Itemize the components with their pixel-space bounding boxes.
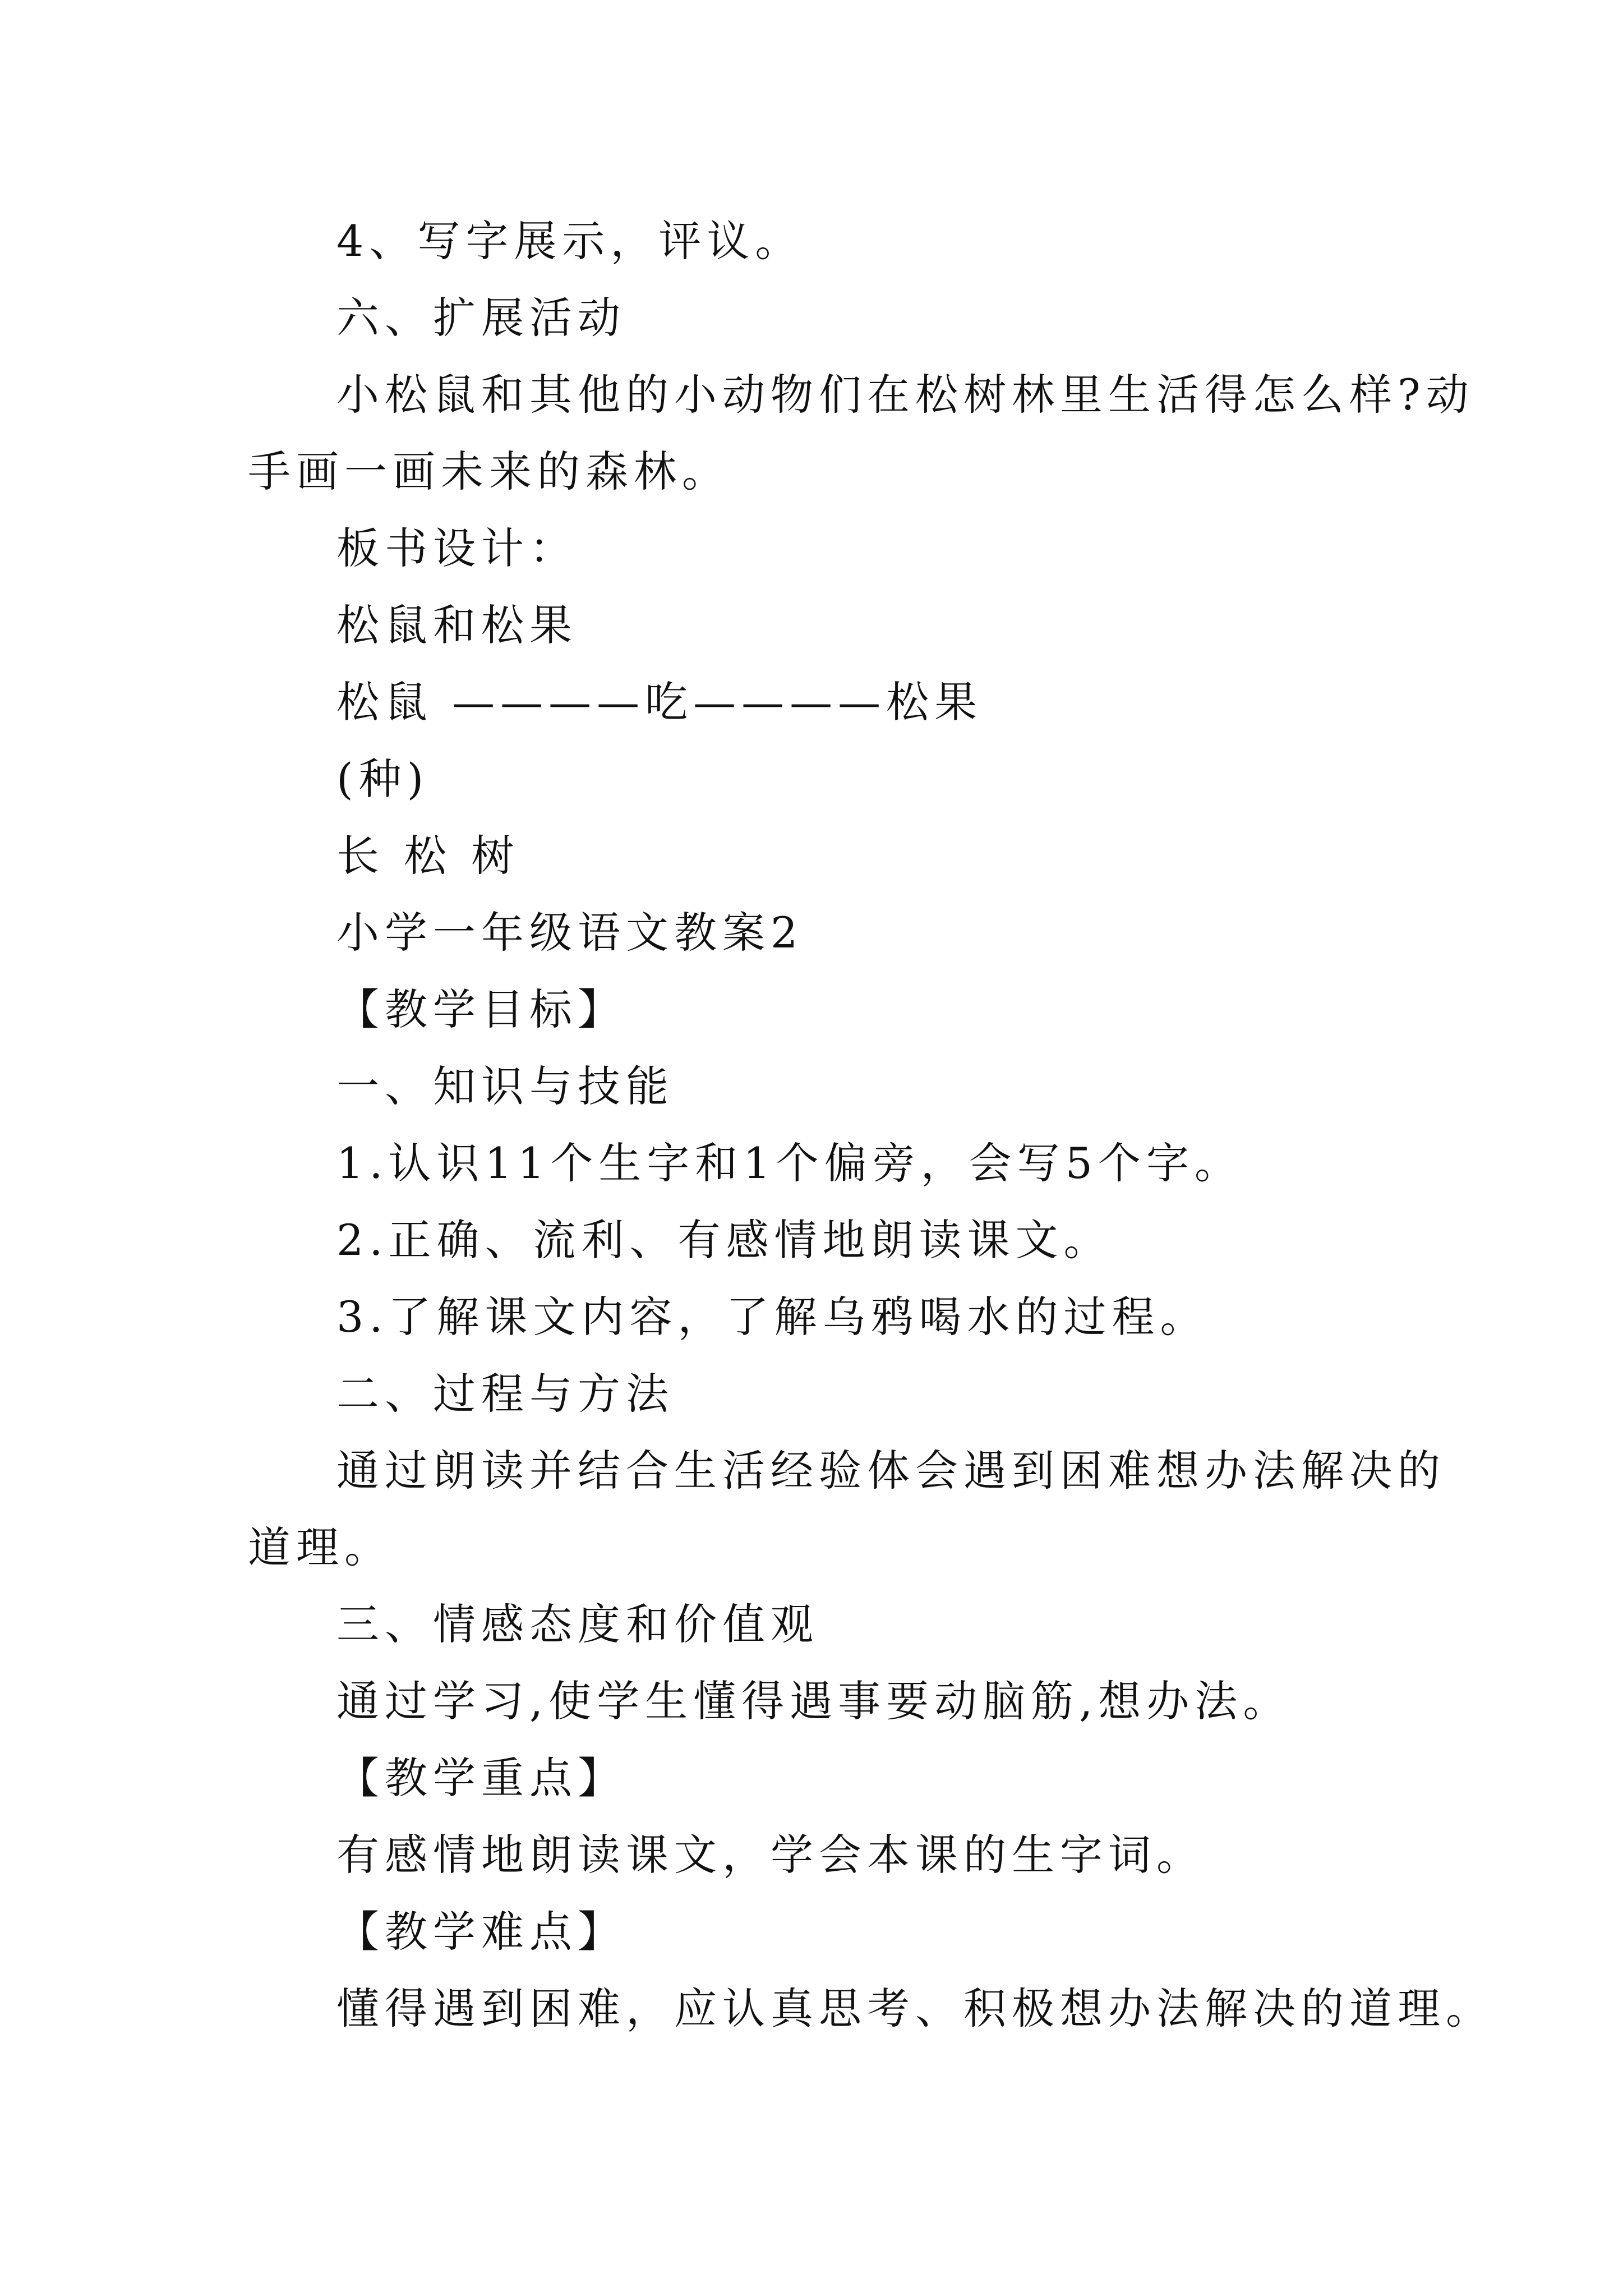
goal-item-3: 3.了解课文内容，了解乌鸦喝水的过程。: [336, 1292, 1209, 1342]
text-line-4: 手画一画未来的森林。: [248, 447, 730, 496]
text-line-3: 小松鼠和其他的小动物们在松树林里生活得怎么样?动: [336, 370, 1474, 420]
section-heading-expansion: 六、扩展活动: [336, 293, 626, 343]
process-text-line-2: 道理。: [248, 1522, 393, 1572]
board-title: 松鼠和松果: [336, 600, 578, 650]
lesson-plan-title: 小学一年级语文教案2: [336, 908, 804, 958]
text-line-1: 4、写字展示，评议。: [336, 216, 804, 266]
process-text-line-1: 通过朗读并结合生活经验体会遇到困难想办法解决的: [336, 1446, 1446, 1496]
attitude-values-heading: 三、情感态度和价值观: [336, 1599, 819, 1649]
board-diagram-line: 松鼠 ————吃————松果: [336, 677, 983, 727]
board-plant-note: (种): [336, 754, 430, 804]
key-points-heading: 【教学重点】: [336, 1753, 626, 1803]
process-method-heading: 二、过程与方法: [336, 1369, 674, 1419]
board-design-heading: 板书设计：: [336, 523, 578, 573]
goal-item-2: 2.正确、流利、有感情地朗读课文。: [336, 1215, 1112, 1265]
teaching-goals-heading: 【教学目标】: [336, 984, 626, 1034]
difficulties-text: 懂得遇到困难，应认真思考、积极想办法解决的道理。: [336, 1984, 1494, 2033]
difficulties-heading: 【教学难点】: [336, 1907, 626, 1957]
attitude-text: 通过学习,使学生懂得遇事要动脑筋,想办法。: [336, 1676, 1292, 1726]
board-grow-line: 长 松 树: [336, 831, 520, 881]
knowledge-skills-heading: 一、知识与技能: [336, 1061, 674, 1111]
key-points-text: 有感情地朗读课文，学会本课的生字词。: [336, 1830, 1205, 1880]
goal-item-1: 1.认识11个生字和1个偏旁，会写5个字。: [336, 1138, 1243, 1188]
